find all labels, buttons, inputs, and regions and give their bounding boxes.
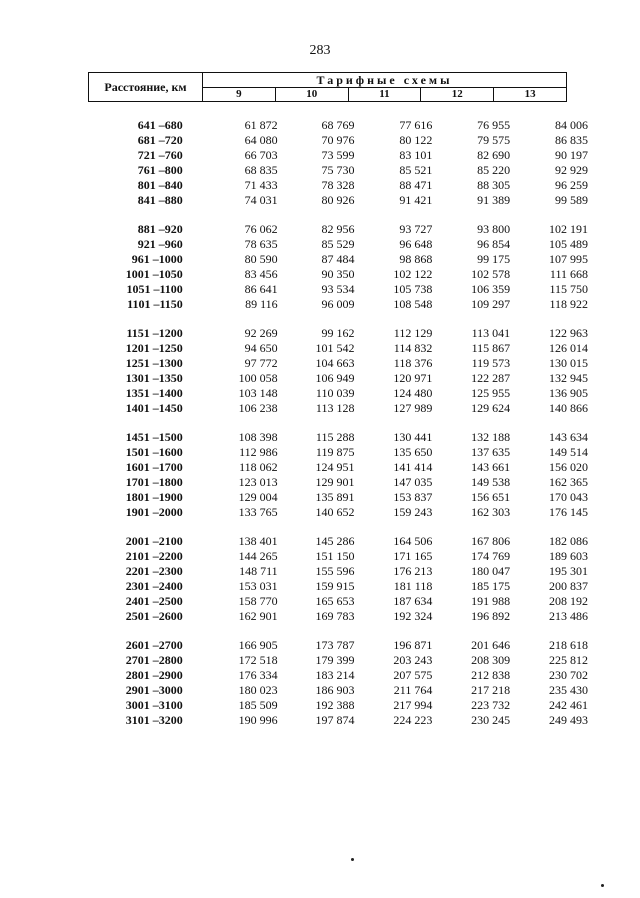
- scan-speck: [351, 858, 354, 861]
- table-row: [88, 698, 588, 713]
- table-row: [88, 148, 588, 163]
- table-row: [88, 356, 588, 371]
- tariff-value-cell: 102 191: [549, 222, 589, 236]
- table-row: [88, 133, 588, 148]
- distance-range-cell: 1901 –2000: [125, 505, 183, 519]
- tariff-value-cell: 196 892: [471, 609, 511, 623]
- tariff-value-cell: 217 994: [393, 698, 433, 712]
- tariff-value-cell: 99 589: [555, 193, 589, 207]
- tariff-value-cell: 70 976: [321, 133, 355, 147]
- tariff-value-cell: 218 618: [549, 638, 589, 652]
- distance-range-cell: 921 –960: [137, 237, 183, 251]
- tariff-value-cell: 203 243: [393, 653, 433, 667]
- distance-range-cell: 2901 –3000: [125, 683, 183, 697]
- tariff-value-cell: 182 086: [549, 534, 589, 548]
- tariff-value-cell: 179 399: [315, 653, 355, 667]
- tariff-value-cell: 170 043: [549, 490, 589, 504]
- tariff-value-cell: 102 122: [393, 267, 433, 281]
- table-row: [88, 326, 588, 341]
- tariff-value-cell: 153 837: [393, 490, 433, 504]
- tariff-value-cell: 136 905: [549, 386, 589, 400]
- table-row: [88, 178, 588, 193]
- row-group: [88, 534, 588, 624]
- table-row: [88, 713, 588, 728]
- tariff-value-cell: 89 116: [245, 297, 278, 311]
- tariff-value-cell: 176 145: [549, 505, 589, 519]
- tariff-value-cell: 230 702: [549, 668, 589, 682]
- tariff-value-cell: 99 162: [321, 326, 355, 340]
- tariff-value-cell: 96 009: [321, 297, 355, 311]
- table-row: [88, 475, 588, 490]
- distance-range-cell: 681 –720: [137, 133, 183, 147]
- tariff-value-cell: 201 646: [471, 638, 511, 652]
- tariff-value-cell: 211 764: [393, 683, 433, 697]
- tariff-value-cell: 242 461: [549, 698, 589, 712]
- distance-range-cell: 1101 –1150: [127, 297, 183, 311]
- distance-range-cell: 1351 –1400: [125, 386, 183, 400]
- tariff-value-cell: 158 770: [238, 594, 278, 608]
- tariff-value-cell: 94 650: [244, 341, 278, 355]
- tariff-value-cell: 249 493: [549, 713, 589, 727]
- distance-range-cell: 3101 –3200: [125, 713, 183, 727]
- tariff-value-cell: 186 903: [315, 683, 355, 697]
- tariff-value-cell: 207 575: [393, 668, 433, 682]
- table-row: [88, 118, 588, 133]
- tariff-value-cell: 208 309: [471, 653, 511, 667]
- tariff-value-cell: 200 837: [549, 579, 589, 593]
- table-row: [88, 653, 588, 668]
- tariff-value-cell: 159 915: [315, 579, 355, 593]
- distance-range-cell: 761 –800: [137, 163, 183, 177]
- table-row: [88, 638, 588, 653]
- table-row: [88, 222, 588, 237]
- table-row: [88, 594, 588, 609]
- distance-range-cell: 841 –880: [137, 193, 183, 207]
- tariff-value-cell: 197 874: [315, 713, 355, 727]
- tariff-value-cell: 115 750: [549, 282, 589, 296]
- tariff-value-cell: 149 538: [471, 475, 511, 489]
- tariff-value-cell: 224 223: [393, 713, 433, 727]
- tariff-value-cell: 76 062: [244, 222, 278, 236]
- tariff-value-cell: 176 334: [238, 668, 278, 682]
- tariff-value-cell: 124 951: [315, 460, 355, 474]
- tariff-value-cell: 122 287: [471, 371, 511, 385]
- tariff-value-cell: 225 812: [549, 653, 589, 667]
- tariff-value-cell: 83 456: [244, 267, 278, 281]
- tariff-value-cell: 98 868: [399, 252, 433, 266]
- tariff-value-cell: 140 866: [549, 401, 589, 415]
- distance-range-cell: 3001 –3100: [125, 698, 183, 712]
- row-group: [88, 326, 588, 416]
- table-header: [88, 72, 567, 102]
- tariff-value-cell: 169 783: [315, 609, 355, 623]
- tariff-value-cell: 108 548: [393, 297, 433, 311]
- tariff-value-cell: 119 573: [471, 356, 511, 370]
- tariff-value-cell: 71 433: [244, 178, 278, 192]
- distance-range-cell: 1051 –1100: [126, 282, 183, 296]
- distance-range-cell: 881 –920: [137, 222, 183, 236]
- tariff-value-cell: 135 891: [315, 490, 355, 504]
- tariff-value-cell: 185 175: [471, 579, 511, 593]
- tariff-value-cell: 129 624: [471, 401, 511, 415]
- tariff-value-cell: 78 635: [244, 237, 278, 251]
- tariff-value-cell: 183 214: [315, 668, 355, 682]
- tariff-value-cell: 118 062: [239, 460, 278, 474]
- scan-speck: [601, 884, 604, 887]
- table-row: [88, 534, 588, 549]
- table-row: [88, 386, 588, 401]
- tariff-value-cell: 118 376: [393, 356, 433, 370]
- tariff-value-cell: 115 288: [315, 430, 355, 444]
- distance-range-cell: 1001 –1050: [125, 267, 183, 281]
- tariff-value-cell: 217 218: [471, 683, 511, 697]
- table-row: [88, 371, 588, 386]
- distance-range-cell: 801 –840: [137, 178, 183, 192]
- tariff-value-cell: 85 220: [477, 163, 511, 177]
- tariff-value-cell: 91 421: [399, 193, 433, 207]
- tariff-value-cell: 135 650: [393, 445, 433, 459]
- tariff-value-cell: 106 238: [238, 401, 278, 415]
- tariff-value-cell: 164 506: [393, 534, 433, 548]
- tariff-value-cell: 130 441: [393, 430, 433, 444]
- distance-range-cell: 1251 –1300: [125, 356, 183, 370]
- distance-range-cell: 2701 –2800: [125, 653, 183, 667]
- tariff-value-cell: 162 901: [238, 609, 278, 623]
- tariff-value-cell: 113 041: [471, 326, 511, 340]
- tariff-value-cell: 103 148: [238, 386, 278, 400]
- tariff-value-cell: 83 101: [399, 148, 433, 162]
- row-group: [88, 638, 588, 728]
- tariff-value-cell: 235 430: [549, 683, 589, 697]
- distance-range-cell: 2501 –2600: [125, 609, 183, 623]
- tariff-value-cell: 130 015: [549, 356, 589, 370]
- tariff-value-cell: 151 150: [315, 549, 355, 563]
- tariff-value-cell: 138 401: [238, 534, 278, 548]
- distance-range-cell: 721 –760: [137, 148, 183, 162]
- tariff-value-cell: 189 603: [549, 549, 589, 563]
- tariff-value-cell: 213 486: [549, 609, 589, 623]
- distance-range-cell: 1401 –1450: [125, 401, 183, 415]
- tariff-value-cell: 79 575: [477, 133, 511, 147]
- tariff-value-cell: 129 901: [315, 475, 355, 489]
- tariff-value-cell: 125 955: [471, 386, 511, 400]
- tariff-value-cell: 120 971: [393, 371, 433, 385]
- tariff-value-cell: 192 388: [315, 698, 355, 712]
- tariff-value-cell: 73 599: [321, 148, 355, 162]
- row-group: [88, 222, 588, 312]
- tariff-value-cell: 118 922: [549, 297, 589, 311]
- tariff-value-cell: 144 265: [238, 549, 278, 563]
- tariff-value-cell: 93 727: [399, 222, 433, 236]
- tariff-value-cell: 104 663: [315, 356, 355, 370]
- tariff-value-cell: 102 578: [471, 267, 511, 281]
- table-row: [88, 341, 588, 356]
- tariff-value-cell: 90 350: [321, 267, 355, 281]
- tariff-value-cell: 137 635: [471, 445, 511, 459]
- distance-range-cell: 2201 –2300: [125, 564, 183, 578]
- tariff-value-cell: 105 489: [549, 237, 589, 251]
- tariff-value-cell: 88 471: [399, 178, 433, 192]
- scheme-header-13: 13: [524, 88, 536, 100]
- table-row: [88, 579, 588, 594]
- tariff-value-cell: 153 031: [238, 579, 278, 593]
- tariff-value-cell: 141 414: [393, 460, 433, 474]
- table-row: [88, 401, 588, 416]
- tariff-value-cell: 100 058: [238, 371, 278, 385]
- table-row: [88, 297, 588, 312]
- tariff-value-cell: 82 690: [477, 148, 511, 162]
- table-row: [88, 252, 588, 267]
- tariff-value-cell: 149 514: [549, 445, 589, 459]
- tariff-value-cell: 82 956: [321, 222, 355, 236]
- tariff-value-cell: 99 175: [477, 252, 511, 266]
- tariff-value-cell: 192 324: [393, 609, 433, 623]
- tariff-value-cell: 68 835: [244, 163, 278, 177]
- tariff-value-cell: 143 661: [471, 460, 511, 474]
- tariff-value-cell: 75 730: [321, 163, 355, 177]
- tariff-value-cell: 87 484: [321, 252, 355, 266]
- table-row: [88, 430, 588, 445]
- table-row: [88, 683, 588, 698]
- distance-range-cell: 1501 –1600: [125, 445, 183, 459]
- distance-range-cell: 2401 –2500: [125, 594, 183, 608]
- tariff-value-cell: 133 765: [238, 505, 278, 519]
- distance-range-cell: 2601 –2700: [125, 638, 183, 652]
- tariff-value-cell: 106 949: [315, 371, 355, 385]
- tariff-value-cell: 172 518: [238, 653, 278, 667]
- tariff-value-cell: 97 772: [244, 356, 278, 370]
- tariff-value-cell: 162 365: [549, 475, 589, 489]
- row-group: [88, 430, 588, 520]
- tariff-value-cell: 76 955: [477, 118, 511, 132]
- table-row: [88, 609, 588, 624]
- table-row: [88, 490, 588, 505]
- tariff-value-cell: 127 989: [393, 401, 433, 415]
- tariff-value-cell: 122 963: [549, 326, 589, 340]
- tariff-value-cell: 165 653: [315, 594, 355, 608]
- tariff-value-cell: 113 128: [315, 401, 355, 415]
- tariff-value-cell: 77 616: [399, 118, 433, 132]
- tariff-value-cell: 84 006: [555, 118, 589, 132]
- tariff-value-cell: 78 328: [321, 178, 355, 192]
- tariff-value-cell: 86 641: [244, 282, 278, 296]
- tariff-value-cell: 167 806: [471, 534, 511, 548]
- tariff-value-cell: 191 988: [471, 594, 511, 608]
- tariff-value-cell: 112 986: [239, 445, 278, 459]
- tariff-value-cell: 111 668: [549, 267, 589, 281]
- tariff-value-cell: 147 035: [393, 475, 433, 489]
- distance-range-cell: 1301 –1350: [125, 371, 183, 385]
- table-row: [88, 267, 588, 282]
- tariff-value-cell: 90 197: [555, 148, 589, 162]
- tariff-value-cell: 66 703: [244, 148, 278, 162]
- tariff-value-cell: 123 013: [238, 475, 278, 489]
- distance-range-cell: 1451 –1500: [125, 430, 183, 444]
- distance-range-cell: 1801 –1900: [125, 490, 183, 504]
- tariff-value-cell: 74 031: [244, 193, 278, 207]
- tariff-value-cell: 115 867: [471, 341, 511, 355]
- table-row: [88, 564, 588, 579]
- distance-range-cell: 1601 –1700: [125, 460, 183, 474]
- page-number: 283: [309, 43, 331, 58]
- tariff-value-cell: 196 871: [393, 638, 433, 652]
- tariff-value-cell: 110 039: [315, 386, 355, 400]
- table-row: [88, 505, 588, 520]
- tariff-value-cell: 129 004: [238, 490, 278, 504]
- table-row: [88, 668, 588, 683]
- tariff-value-cell: 156 651: [471, 490, 511, 504]
- tariff-value-cell: 212 838: [471, 668, 511, 682]
- tariff-value-cell: 148 711: [239, 564, 278, 578]
- distance-range-cell: 2801 –2900: [125, 668, 183, 682]
- tariff-value-cell: 195 301: [549, 564, 589, 578]
- tariff-value-cell: 93 800: [477, 222, 511, 236]
- tariff-value-cell: 187 634: [393, 594, 433, 608]
- tariff-value-cell: 162 303: [471, 505, 511, 519]
- tariff-value-cell: 68 769: [321, 118, 355, 132]
- tariff-value-cell: 208 192: [549, 594, 589, 608]
- tariff-value-cell: 85 529: [321, 237, 355, 251]
- distance-range-cell: 2101 –2200: [125, 549, 183, 563]
- distance-range-cell: 2001 –2100: [125, 534, 183, 548]
- tariff-value-cell: 155 596: [315, 564, 355, 578]
- distance-range-cell: 2301 –2400: [125, 579, 183, 593]
- tariff-value-cell: 105 738: [393, 282, 433, 296]
- tariff-value-cell: 96 854: [477, 237, 511, 251]
- tariff-value-cell: 101 542: [315, 341, 355, 355]
- tariff-value-cell: 145 286: [315, 534, 355, 548]
- tariff-value-cell: 132 945: [549, 371, 589, 385]
- tariff-value-cell: 108 398: [238, 430, 278, 444]
- tariff-value-cell: 112 129: [393, 326, 433, 340]
- table-row: [88, 460, 588, 475]
- tariff-value-cell: 92 269: [244, 326, 278, 340]
- tariff-value-cell: 88 305: [477, 178, 511, 192]
- table-row: [88, 193, 588, 208]
- table-row: [88, 549, 588, 564]
- tariff-value-cell: 119 875: [315, 445, 355, 459]
- tariff-value-cell: 230 245: [471, 713, 511, 727]
- tariff-value-cell: 143 634: [549, 430, 589, 444]
- distance-range-cell: 641 –680: [137, 118, 183, 132]
- tariff-value-cell: 180 047: [471, 564, 511, 578]
- tariff-value-cell: 96 259: [555, 178, 589, 192]
- tariff-value-cell: 173 787: [315, 638, 355, 652]
- tariff-value-cell: 159 243: [393, 505, 433, 519]
- tariff-value-cell: 80 590: [244, 252, 278, 266]
- tariff-value-cell: 181 118: [393, 579, 433, 593]
- tariff-value-cell: 126 014: [549, 341, 589, 355]
- table-row: [88, 237, 588, 252]
- tariff-value-cell: 80 122: [399, 133, 433, 147]
- scheme-header-11: 11: [349, 88, 422, 101]
- scheme-header-10: 10: [276, 88, 349, 101]
- scheme-header-12: 12: [421, 88, 494, 101]
- tariff-value-cell: 174 769: [471, 549, 511, 563]
- tariff-value-cell: 107 995: [549, 252, 589, 266]
- tariff-table-body: [88, 118, 588, 742]
- tariff-value-cell: 223 732: [471, 698, 511, 712]
- tariff-value-cell: 91 389: [477, 193, 511, 207]
- tariff-value-cell: 109 297: [471, 297, 511, 311]
- distance-range-cell: 1151 –1200: [126, 326, 183, 340]
- tariff-value-cell: 166 905: [238, 638, 278, 652]
- tariff-value-cell: 92 929: [555, 163, 589, 177]
- tariff-value-cell: 106 359: [471, 282, 511, 296]
- distance-column-header: Расстояние, км: [89, 73, 203, 101]
- tariff-value-cell: 156 020: [549, 460, 589, 474]
- scheme-header-9: 9: [203, 88, 276, 101]
- tariff-value-cell: 86 835: [555, 133, 589, 147]
- tariff-value-cell: 85 521: [399, 163, 433, 177]
- table-row: [88, 163, 588, 178]
- tariff-value-cell: 185 509: [238, 698, 278, 712]
- tariff-value-cell: 132 188: [471, 430, 511, 444]
- tariff-value-cell: 114 832: [393, 341, 433, 355]
- tariff-value-cell: 124 480: [393, 386, 433, 400]
- tariff-value-cell: 96 648: [399, 237, 433, 251]
- tariff-value-cell: 61 872: [244, 118, 278, 132]
- distance-range-cell: 961 –1000: [131, 252, 183, 266]
- table-row: [88, 445, 588, 460]
- tariff-value-cell: 190 996: [238, 713, 278, 727]
- tariff-value-cell: 140 652: [315, 505, 355, 519]
- tariff-schemes-header: Тарифные схемы: [203, 73, 566, 88]
- distance-range-cell: 1201 –1250: [125, 341, 183, 355]
- tariff-value-cell: 64 080: [244, 133, 278, 147]
- tariff-value-cell: 80 926: [321, 193, 355, 207]
- distance-range-cell: 1701 –1800: [125, 475, 183, 489]
- tariff-value-cell: 93 534: [321, 282, 355, 296]
- tariff-value-cell: 176 213: [393, 564, 433, 578]
- table-row: [88, 282, 588, 297]
- tariff-value-cell: 180 023: [238, 683, 278, 697]
- scheme-number-headers: [203, 88, 566, 101]
- row-group: [88, 118, 588, 208]
- tariff-value-cell: 171 165: [393, 549, 433, 563]
